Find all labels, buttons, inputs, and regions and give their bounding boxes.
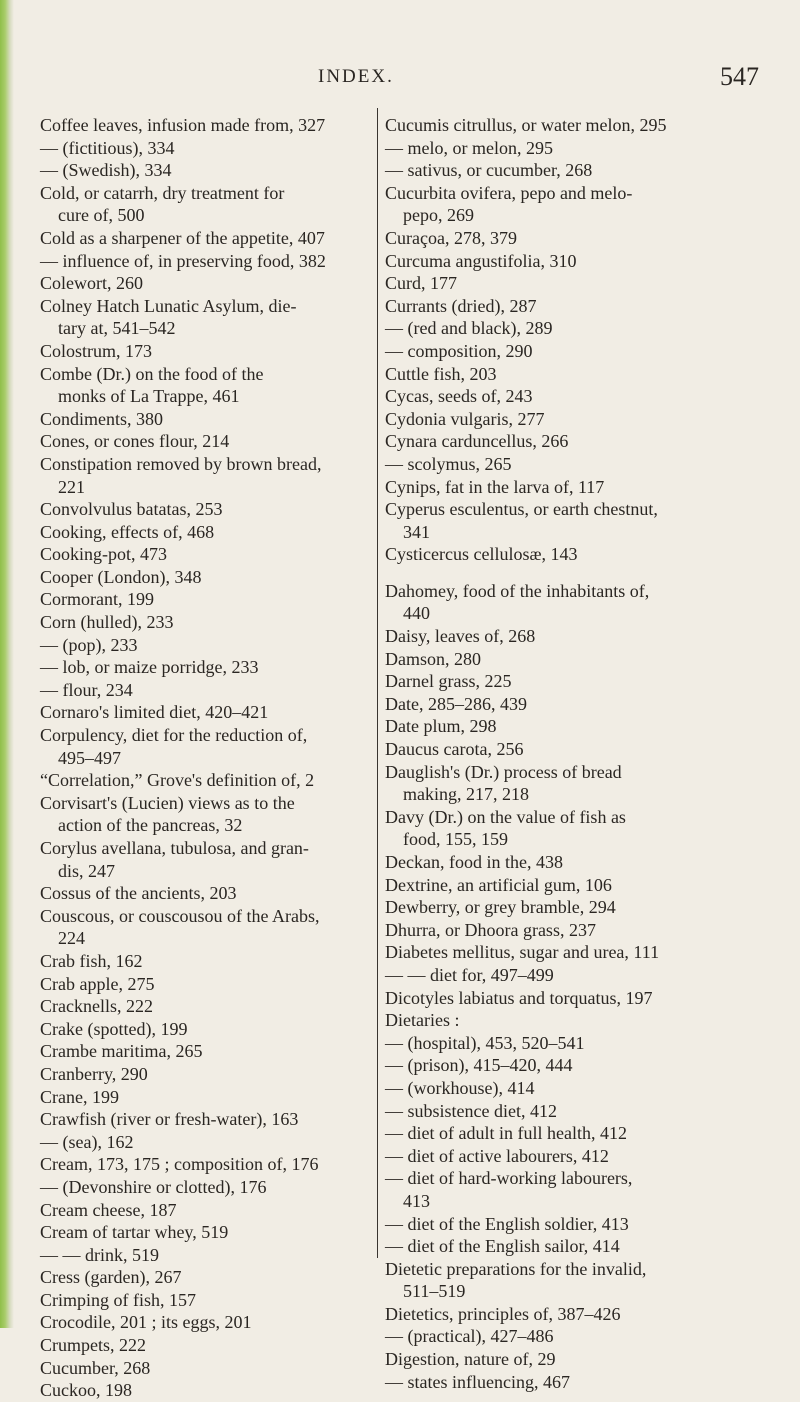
index-entry: — diet of active labourers, 412	[385, 1145, 609, 1166]
index-entry-continuation: pepo, 269	[403, 205, 474, 226]
index-entry-continuation: 511–519	[403, 1281, 466, 1302]
index-entry: — diet of the English sailor, 414	[385, 1236, 620, 1257]
index-entry: Cysticercus cellulosæ, 143	[385, 544, 578, 565]
index-entry: Cucumber, 268	[40, 1357, 151, 1378]
index-entry-continuation: 341	[403, 521, 430, 542]
index-entry: Dauglish's (Dr.) process of bread	[385, 761, 622, 782]
index-entry: Corvisart's (Lucien) views as to the	[40, 792, 295, 813]
index-entry: Cooking, effects of, 468	[40, 521, 215, 542]
index-entry: — influence of, in preserving food, 382	[40, 250, 326, 271]
index-entry: Colney Hatch Lunatic Asylum, die-	[40, 295, 297, 316]
index-entry: Dextrine, an artificial gum, 106	[385, 874, 612, 895]
index-entry: — (hospital), 453, 520–541	[385, 1032, 585, 1053]
index-entry: Deckan, food in the, 438	[385, 852, 563, 872]
index-entry: Dietetics, principles of, 387–426	[385, 1303, 621, 1324]
index-entry: — flour, 234	[40, 679, 133, 700]
index-entry: Daucus carota, 256	[385, 739, 524, 760]
index-entry: Dewberry, or grey bramble, 294	[385, 897, 616, 918]
index-entry: Crimping of fish, 157	[40, 1289, 196, 1310]
index-entry: Cooper (London), 348	[40, 566, 202, 587]
index-entry: — (Devonshire or clotted), 176	[40, 1176, 267, 1197]
index-entry: Cream of tartar whey, 519	[40, 1222, 229, 1243]
index-entry: Dahomey, food of the inhabitants of,	[385, 580, 650, 601]
index-entry: Curd, 177	[385, 273, 457, 294]
index-entry: Cyperus esculentus, or earth chestnut,	[385, 499, 658, 520]
index-entry: Cold as a sharpener of the appetite, 407	[40, 227, 325, 248]
index-entry: Date plum, 298	[385, 716, 497, 737]
index-entry: Convolvulus batatas, 253	[40, 499, 223, 520]
page-number: 547	[720, 62, 759, 91]
index-entry: — — drink, 519	[40, 1244, 159, 1265]
index-entry: Cracknells, 222	[40, 996, 153, 1017]
index-entry: Corylus avellana, tubulosa, and gran-	[40, 838, 309, 858]
page-edge	[0, 0, 14, 1328]
index-entry: — (sea), 162	[40, 1131, 134, 1152]
index-entry: Cones, or cones flour, 214	[40, 431, 230, 452]
index-entry: Cossus of the ancients, 203	[40, 883, 237, 904]
index-entry: — diet of adult in full health, 412	[385, 1123, 627, 1144]
index-entry: Crawfish (river or fresh-water), 163	[40, 1109, 299, 1130]
index-entry: Diabetes mellitus, sugar and urea, 111	[385, 942, 660, 963]
index-entry: Crumpets, 222	[40, 1335, 146, 1356]
index-entry: Cuckoo, 198	[40, 1380, 132, 1401]
index-entry: — sativus, or cucumber, 268	[385, 160, 593, 181]
index-entry: Crocodile, 201 ; its eggs, 201	[40, 1312, 252, 1333]
index-entry: Corn (hulled), 233	[40, 612, 174, 633]
index-entry: Curaçoa, 278, 379	[385, 227, 517, 248]
index-entry: Cream cheese, 187	[40, 1199, 177, 1220]
index-entry: Colostrum, 173	[40, 340, 153, 361]
index-entry: Crake (spotted), 199	[40, 1018, 188, 1039]
index-entry: — scolymus, 265	[385, 453, 512, 474]
index-entry: Cynips, fat in the larva of, 117	[385, 476, 605, 497]
index-entry: “Correlation,” Grove's definition of, 2	[40, 770, 315, 791]
index-entry: Cranberry, 290	[40, 1063, 148, 1084]
index-entry: Dietetic preparations for the invalid,	[385, 1258, 647, 1279]
index-entry: — (Swedish), 334	[40, 160, 172, 181]
index-entry: Crane, 199	[40, 1086, 119, 1107]
index-entry: Cress (garden), 267	[40, 1267, 182, 1288]
page-header	[0, 62, 800, 96]
index-entry: — lob, or maize porridge, 233	[40, 657, 259, 678]
index-entry: — (workhouse), 414	[385, 1077, 535, 1098]
index-entry: Date, 285–286, 439	[385, 693, 527, 714]
index-entry: — (practical), 427–486	[385, 1326, 554, 1347]
index-entry: Cucumis citrullus, or water melon, 295	[385, 115, 667, 135]
index-entry: Cold, or catarrh, dry treatment for	[40, 182, 285, 203]
index-entry: — (fictitious), 334	[40, 137, 175, 158]
index-entry: Cuttle fish, 203	[385, 363, 497, 384]
index-entry-continuation: cure of, 500	[58, 205, 145, 226]
index-entry: — melo, or melon, 295	[385, 137, 553, 158]
index-entry: — (prison), 415–420, 444	[385, 1055, 573, 1076]
index-entry: Digestion, nature of, 29	[385, 1349, 556, 1370]
index-entry: Dicotyles labiatus and torquatus, 197	[385, 987, 653, 1008]
index-entry: Coffee leaves, infusion made from, 327	[40, 115, 326, 135]
index-entry-continuation: making, 217, 218	[403, 784, 529, 805]
index-entry: — (pop), 233	[40, 634, 138, 655]
index-entry: Condiments, 380	[40, 408, 164, 429]
index-entry-continuation: tary at, 541–542	[58, 318, 176, 339]
index-entry: Combe (Dr.) on the food of the	[40, 363, 264, 384]
index-entry: Curcuma angustifolia, 310	[385, 250, 577, 271]
index-entry: Damson, 280	[385, 648, 481, 669]
index-entry-continuation: 440	[403, 603, 430, 624]
index-entry: Cornaro's limited diet, 420–421	[40, 702, 269, 723]
index-entry-continuation: 495–497	[58, 747, 121, 768]
index-entry: — (red and black), 289	[385, 318, 553, 339]
index-entry: Darnel grass, 225	[385, 671, 512, 692]
index-entry-continuation: monks of La Trappe, 461	[58, 386, 240, 407]
index-entry: Cynara carduncellus, 266	[385, 431, 569, 452]
index-entry: Davy (Dr.) on the value of fish as	[385, 806, 626, 827]
index-entry-continuation: food, 155, 159	[403, 829, 508, 850]
index-entry: Cooking-pot, 473	[40, 544, 168, 565]
index-entry: Couscous, or couscousou of the Arabs,	[40, 905, 320, 926]
index-entry: Cream, 173, 175 ; composition of, 176	[40, 1154, 319, 1175]
index-entry: Daisy, leaves of, 268	[385, 626, 536, 647]
index-entry: — diet of the English soldier, 413	[385, 1213, 629, 1234]
index-entry: Currants (dried), 287	[385, 295, 537, 316]
index-entry: Crambe maritima, 265	[40, 1041, 203, 1062]
index-entry-continuation: dis, 247	[58, 860, 116, 881]
index-entry: Dhurra, or Dhoora grass, 237	[385, 919, 596, 940]
index-entry: — diet of hard-working labourers,	[385, 1168, 633, 1189]
index-entry: Cucurbita ovifera, pepo and melo-	[385, 182, 633, 203]
index-entry-continuation: 224	[58, 928, 85, 949]
index-entry: Colewort, 260	[40, 273, 143, 294]
index-entry-continuation: 413	[403, 1190, 430, 1211]
index-entry: Crab fish, 162	[40, 950, 143, 971]
index-entry: — states influencing, 467	[385, 1371, 570, 1392]
index-entry: Corpulency, diet for the reduction of,	[40, 725, 308, 746]
index-entry: Cormorant, 199	[40, 589, 154, 610]
index-entry: — composition, 290	[385, 340, 533, 361]
index-entry-continuation: action of the pancreas, 32	[58, 815, 243, 836]
running-head: INDEX.	[318, 66, 394, 87]
index-entry: Cydonia vulgaris, 277	[385, 408, 545, 429]
index-entry: Constipation removed by brown bread,	[40, 453, 322, 474]
column-divider	[377, 108, 378, 1258]
index-column-left	[40, 114, 370, 1402]
index-entry: — — diet for, 497–499	[385, 964, 554, 985]
index-entry: Cycas, seeds of, 243	[385, 386, 533, 407]
index-entry-continuation: 221	[58, 476, 85, 497]
index-column-right	[385, 114, 755, 1393]
index-entry: — subsistence diet, 412	[385, 1100, 557, 1121]
index-entry: Crab apple, 275	[40, 973, 155, 994]
index-entry: Dietaries :	[385, 1010, 460, 1031]
